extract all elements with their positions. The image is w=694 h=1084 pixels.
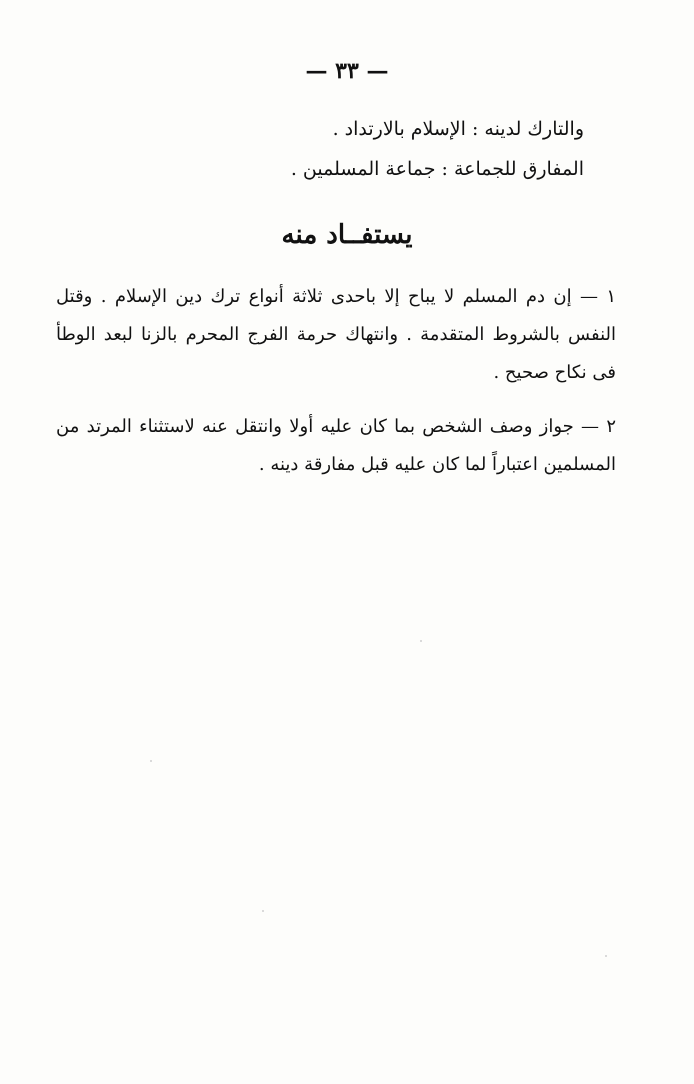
- paper-speck: [605, 955, 607, 957]
- page-number: — ٣٣ —: [305, 58, 389, 84]
- point-two: ٢ — جواز وصف الشخص بما كان عليه أولا وانتقل عنه لاستثناء المرتد من المسلمين اعتباراً لما كان عليه قبل مفارقة دينه .: [56, 416, 616, 475]
- definition-apostate: والتارك لدينه : الإسلام بالارتداد .: [332, 118, 584, 140]
- paper-speck: [150, 760, 152, 762]
- point-one: ١ — إن دم المسلم لا يباح إلا باحدى ثلاثة أنواع ترك دين الإسلام . وقتل النفس بالشروط المتقدمة . وانتهاك حرمة الفرج المحرم بالزنا لبعد الوطأ فى نكاح صحيح .: [56, 286, 616, 383]
- definition-separator: المفارق للجماعة : جماعة المسلمين .: [290, 158, 584, 180]
- paper-speck: [420, 640, 422, 642]
- paper-speck: [262, 910, 264, 912]
- section-heading: يستفــاد منه: [281, 220, 413, 250]
